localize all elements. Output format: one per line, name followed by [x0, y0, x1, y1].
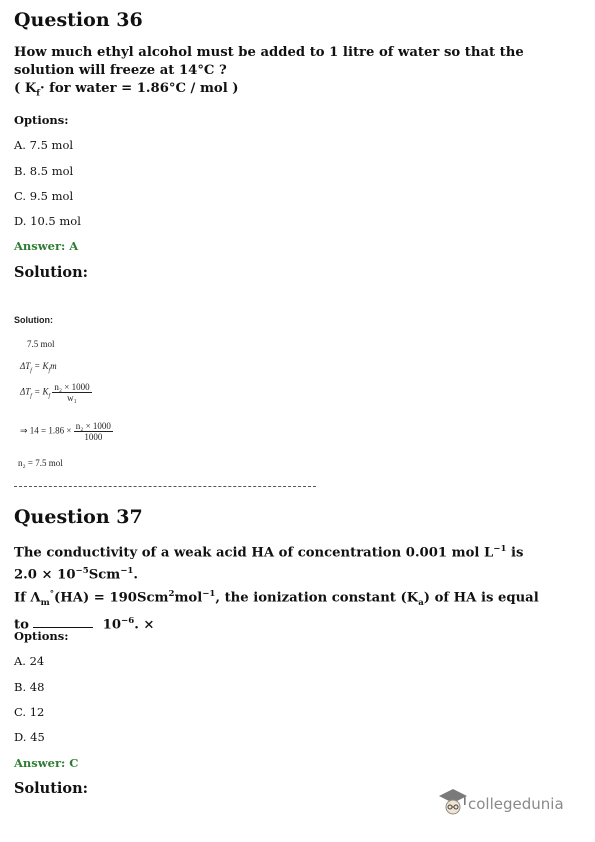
q37-line3-b: (HA) = 190Scm: [54, 590, 169, 606]
eq2-numerator: n₂ × 1000: [54, 382, 90, 392]
graduate-cap-icon: [436, 786, 470, 820]
q37-line3-a: If Λ: [14, 590, 41, 606]
section-divider: [14, 486, 316, 487]
q37-line4: [14, 612, 589, 634]
eq2-mid: = K: [31, 386, 49, 397]
q37-line3-d: , the ionization constant (K: [215, 590, 419, 606]
collegedunia-logo: [436, 786, 576, 822]
q36-solution-heading: Solution:: [14, 264, 88, 281]
q37-line3-sup1: 2: [168, 588, 175, 599]
q37-options-label: Options:: [14, 629, 69, 643]
eq2-denominator: w₁: [67, 393, 77, 403]
q37-solution-heading: Solution:: [14, 780, 88, 797]
eq1-lhs: ΔT: [20, 361, 31, 371]
q36-text-line2: solution will freeze at 14°C ?: [14, 63, 227, 78]
q37-line3-sup0: °: [49, 588, 55, 599]
eq2-mid-sub: f: [48, 393, 51, 400]
q37-option-d: D. 45: [14, 730, 45, 744]
q37-line3-c: mol: [174, 590, 203, 606]
q37-line1-sup: −1: [493, 544, 507, 554]
q36-text-line1: How much ethyl alcohol must be added to 1 litre of water so that the: [14, 45, 524, 60]
q37-line1-b: is: [506, 545, 524, 561]
q37-line4-a: to: [14, 617, 29, 633]
question-36-text: [14, 44, 584, 103]
q36-kf-line: [14, 80, 584, 103]
q37-line1-a: The conductivity of a weak acid HA of concentration 0.001 mol L: [14, 545, 494, 561]
q37-line2-b: Scm: [88, 567, 121, 583]
eq3-denominator: 1000: [84, 432, 103, 442]
q36-work-eq1: [20, 361, 57, 374]
q37-line2-sup2: −1: [120, 566, 134, 577]
q37-line1: [14, 540, 589, 562]
q37-line2: [14, 562, 589, 584]
q36-option-c: C. 9.5 mol: [14, 189, 74, 203]
kf-open: ( K: [14, 81, 37, 96]
eq1-mid-sub: f: [48, 367, 51, 374]
q36-work-eq3: [20, 421, 113, 442]
q37-line3-sub: m: [40, 597, 50, 608]
q36-answer: Answer: A: [14, 239, 79, 253]
q37-line3-e: ) of HA is equal: [423, 590, 539, 606]
eq3-fraction: [74, 421, 113, 442]
q37-answer: Answer: C: [14, 756, 79, 770]
q37-line2-a: 2.0 × 10: [14, 567, 76, 583]
q36-inner-solution-label: Solution:: [14, 315, 53, 325]
eq1-mid: = K: [31, 361, 49, 371]
q36-option-a: A. 7.5 mol: [14, 138, 74, 152]
eq2-lhs: ΔT: [20, 386, 31, 397]
q37-line4-sup: −6: [121, 615, 135, 626]
eq2-lhs-sub: f: [30, 393, 32, 400]
q37-line3-sub2: a: [418, 597, 424, 608]
q37-line2-sup1: −5: [75, 566, 89, 577]
q37-option-b: B. 48: [14, 680, 45, 694]
eq1-rhs: m: [50, 361, 57, 371]
q36-work-eq4: n₂ = 7.5 mol: [18, 458, 63, 468]
eq2-fraction: [52, 382, 91, 403]
q36-option-b: B. 8.5 mol: [14, 164, 74, 178]
q37-line2-c: .: [133, 567, 138, 583]
q36-options-label: Options:: [14, 113, 69, 127]
kf-sub: f: [36, 88, 40, 99]
logo-text: collegedunia: [468, 795, 564, 813]
q37-line3-sup2: −1: [202, 588, 216, 599]
eq3-lhs: ⇒ 14 = 1.86 ×: [20, 425, 72, 436]
question-37-title: Question 37: [14, 506, 143, 528]
q37-option-c: C. 12: [14, 705, 45, 719]
q36-work-line1: 7.5 mol: [27, 339, 55, 349]
q36-option-d: D. 10.5 mol: [14, 214, 81, 228]
question-36-title: Question 36: [14, 9, 143, 31]
q37-line4-b: 10: [102, 617, 122, 633]
q37-line4-c: . ×: [134, 617, 155, 633]
eq3-numerator: n₂ × 1000: [75, 421, 111, 431]
q37-option-a: A. 24: [14, 654, 45, 668]
eq1-lhs-sub: f: [30, 367, 32, 374]
question-37-text: [14, 540, 589, 634]
kf-rest: · for water = 1.86°C / mol ): [40, 81, 239, 96]
q36-work-eq2: [20, 382, 92, 403]
q37-line3: [14, 585, 589, 612]
